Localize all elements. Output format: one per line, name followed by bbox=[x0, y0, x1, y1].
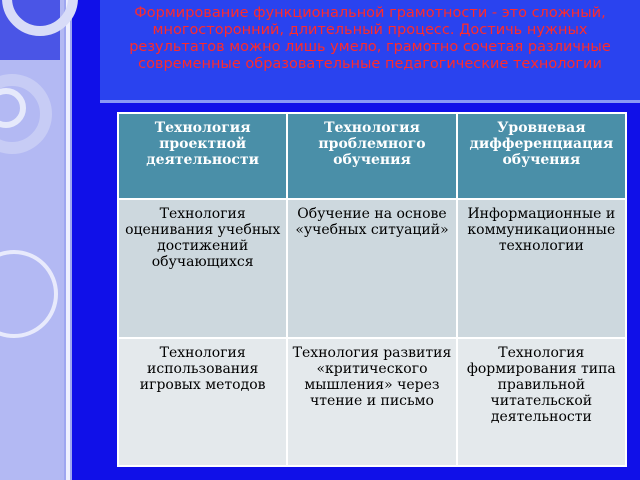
table-cell: Информационные и коммуникационные технологии bbox=[457, 199, 626, 337]
table-cell: Технология развития «критического мышления» через чтение и письмо bbox=[287, 338, 456, 466]
technologies-table bbox=[117, 112, 627, 467]
table-cell: Технология формирования типа правильной читательской деятельности bbox=[457, 338, 626, 466]
decorative-vertical-line bbox=[66, 0, 70, 480]
header-cell-level: Уровневая дифференциация обучения bbox=[457, 113, 626, 199]
side-band-inner bbox=[0, 0, 64, 480]
decorative-side-band bbox=[0, 0, 72, 480]
header-cell-project: Технология проектной деятельности bbox=[118, 113, 287, 199]
table-cell: Технология оценивания учебных достижений обучающихся bbox=[118, 199, 287, 337]
table-cell: Обучение на основе «учебных ситуаций» bbox=[287, 199, 456, 337]
table-row bbox=[118, 338, 626, 466]
table-row bbox=[118, 199, 626, 337]
slide-title: Формирование функциональной грамотности - это сложный, многосторонний, длительный процесс. Достичь нужных результатов можно лишь умело, грамотно сочетая различные современные образовательные педагогические технологии bbox=[129, 5, 611, 72]
table-cell: Технология использования игровых методов bbox=[118, 338, 287, 466]
header-cell-problem: Технология проблемного обучения bbox=[287, 113, 456, 199]
slide-title-box bbox=[100, 0, 640, 103]
table-header-row bbox=[118, 113, 626, 199]
